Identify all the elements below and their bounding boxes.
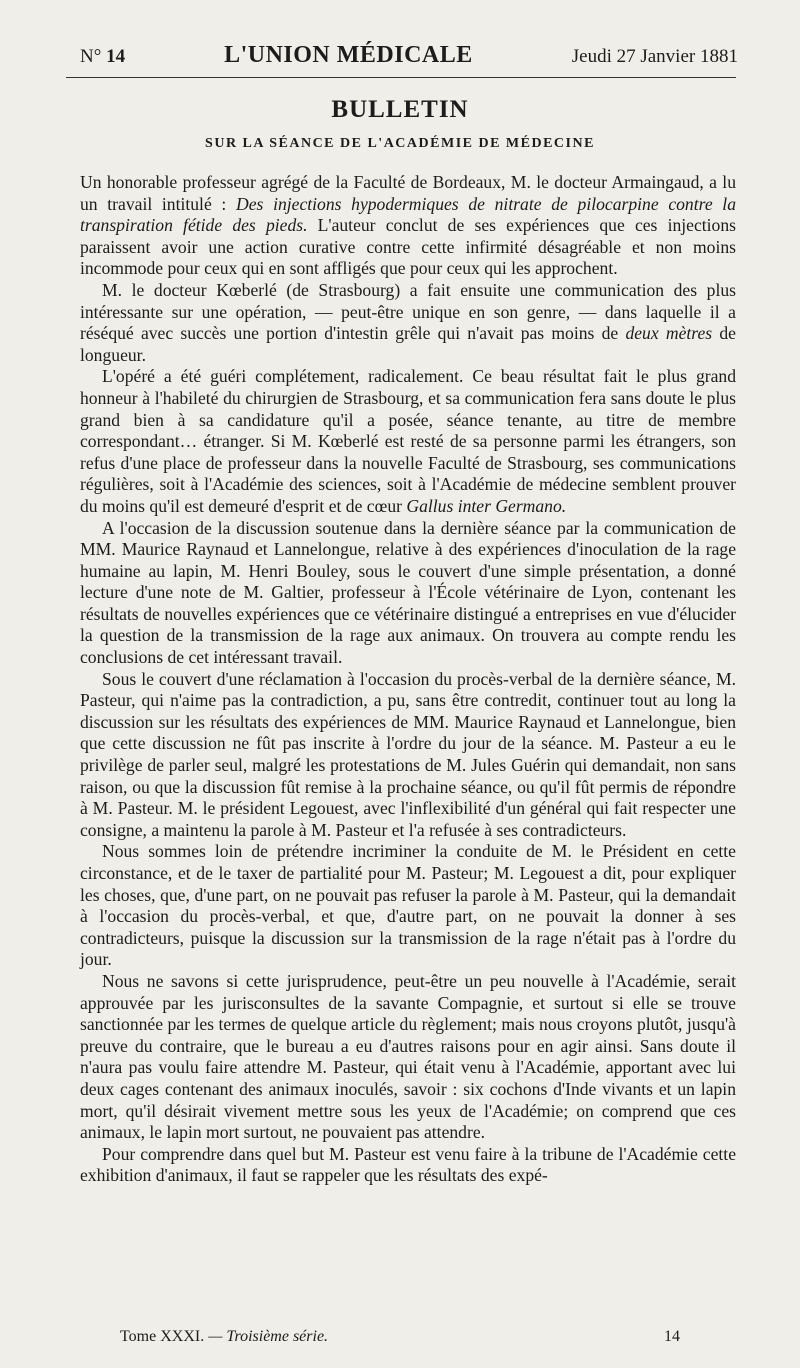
issue-number-value: 14 [106, 46, 126, 67]
page-footer [120, 1328, 680, 1346]
paragraph: Sous le couvert d'une réclamation à l'occasion du procès-verbal de la dernière séance, M. Pasteur, qui n'aime pas la contradiction, a pu, sans être contredit, continuer tout au long la discussion sur les résultats des expériences de MM. Maurice Raynaud et Lannelongue, bien que cette discussion ne fût pas inscrite à l'ordre du jour de la séance. M. Pasteur a eu le privilège de parler seul, malgré les protestations de M. Jules Guérin qui demandait, non sans raison, ou que la discussion fût remise à la prochaine séance, ou qu'il fût permis de répondre à M. Pasteur. M. le président Legouest, avec l'inflexibilité d'un général qui fait respecter une consigne, a maintenu la parole à M. Pasteur et l'a refusée à ses contradicteurs. [80, 668, 736, 840]
issue-date: Jeudi 27 Janvier 1881 [571, 46, 738, 67]
footer-volume [120, 1328, 328, 1346]
volume-label: Tome XXXI. [120, 1328, 205, 1345]
paragraph: A l'occasion de la discussion soutenue dans la dernière séance par la communication de MM. Maurice Raynaud et Lannelongue, relative à des expériences d'inoculation de la rage humaine au lapin, M. Henri Bouley, sous le couvert d'une simple présentation, a donné lecture d'une note de M. Galtier, professeur à l'École vétérinaire de Lyon, contenant les résultats de nouvelles expériences que ce vétérinaire distingué a entreprises en vue d'élucider la question de la transmission de la rage aux animaux. On trouvera au compte rendu les conclusions de cet intéressant travail. [80, 517, 736, 668]
section-title: BULLETIN [331, 96, 469, 123]
page-number: 14 [664, 1328, 680, 1345]
section-subtitle: SUR LA SÉANCE DE L'ACADÉMIE DE MÉDECINE [205, 136, 595, 151]
page-header [80, 42, 738, 76]
paragraph: Un honorable professeur agrégé de la Faculté de Bordeaux, M. le docteur Armaingaud, a lu un travail intitulé : Des injections hypodermiques de nitrate de pilocarpine contre la transpiration fétide des pieds. L'auteur conclut de ses expériences que ces injections paraissent avoir une action curative contre cette infirmité désagréable et non moins incommode pour ceux qui en sont affligés que pour ceux qui les approchent. [80, 172, 736, 279]
article-body [80, 172, 736, 1187]
issue-number [80, 46, 125, 68]
paragraph: Nous sommes loin de prétendre incriminer la conduite de M. le Président en cette circonstance, et de le taxer de partialité pour M. Pasteur; M. Legouest a dit, pour expliquer les choses, que, d'une part, on ne pouvait pas refuser la parole à M. Pasteur, qui la demandait à l'occasion du procès-verbal, et que, d'autre part, on ne pouvait la donner à ses contradicteurs, puisque la discussion sur la transmission de la rage n'était pas à l'ordre du jour. [80, 841, 736, 970]
header-rule [66, 77, 736, 78]
paragraph: M. le docteur Kœberlé (de Strasbourg) a fait ensuite une communication des plus intéressante sur une opération, — peut-être unique en son genre, — dans laquelle il a réséqué avec succès une portion d'intestin grêle qui n'avait pas moins de deux mètres de longueur. [80, 279, 736, 365]
journal-title: L'UNION MÉDICALE [224, 42, 473, 68]
paragraph: L'opéré a été guéri complétement, radicalement. Ce beau résultat fait le plus grand honneur à l'habileté du chirurgien de Strasbourg, et sa communication fera sans doute le plus grand bien à sa candidature qu'il a posée, séance tenante, au titre de membre correspondant… étranger. Si M. Kœberlé est resté de sa personne parmi les étrangers, son refus d'une place de professeur dans la nouvelle Faculté de Strasbourg, ses communications régulières, soit à l'Académie des sciences, soit à l'Académie de médecine semblent prouver du moins qu'il est demeuré d'esprit et de cœur Gallus inter Germano. [80, 366, 736, 516]
issue-prefix: N° [80, 46, 102, 67]
paragraph: Pour comprendre dans quel but M. Pasteur est venu faire à la tribune de l'Académie cette exhibition d'animaux, il faut se rappeler que les résultats des expé- [80, 1143, 736, 1186]
paragraph: Nous ne savons si cette jurisprudence, peut-être un peu nouvelle à l'Académie, serait approuvée par les jurisconsultes de la savante Compagnie, et surtout si elle se trouve sanctionnée par les termes de quelque article du règlement; mais nous croyons plutôt, jusqu'à preuve du contraire, que le bureau a eu d'autres raisons pour en agir ainsi. Sans doute il n'aura pas voulu faire attendre M. Pasteur, qui était venu à l'Académie, apportant avec lui deux cages contenant des animaux inoculés, savoir : six cochons d'Inde vivants et un lapin mort, qu'il désirait vivement mettre sous les yeux de l'Académie; on comprend que ces animaux, le lapin mort surtout, ne pouvaient pas attendre. [80, 970, 736, 1143]
series-label: — Troisième série. [208, 1328, 329, 1345]
